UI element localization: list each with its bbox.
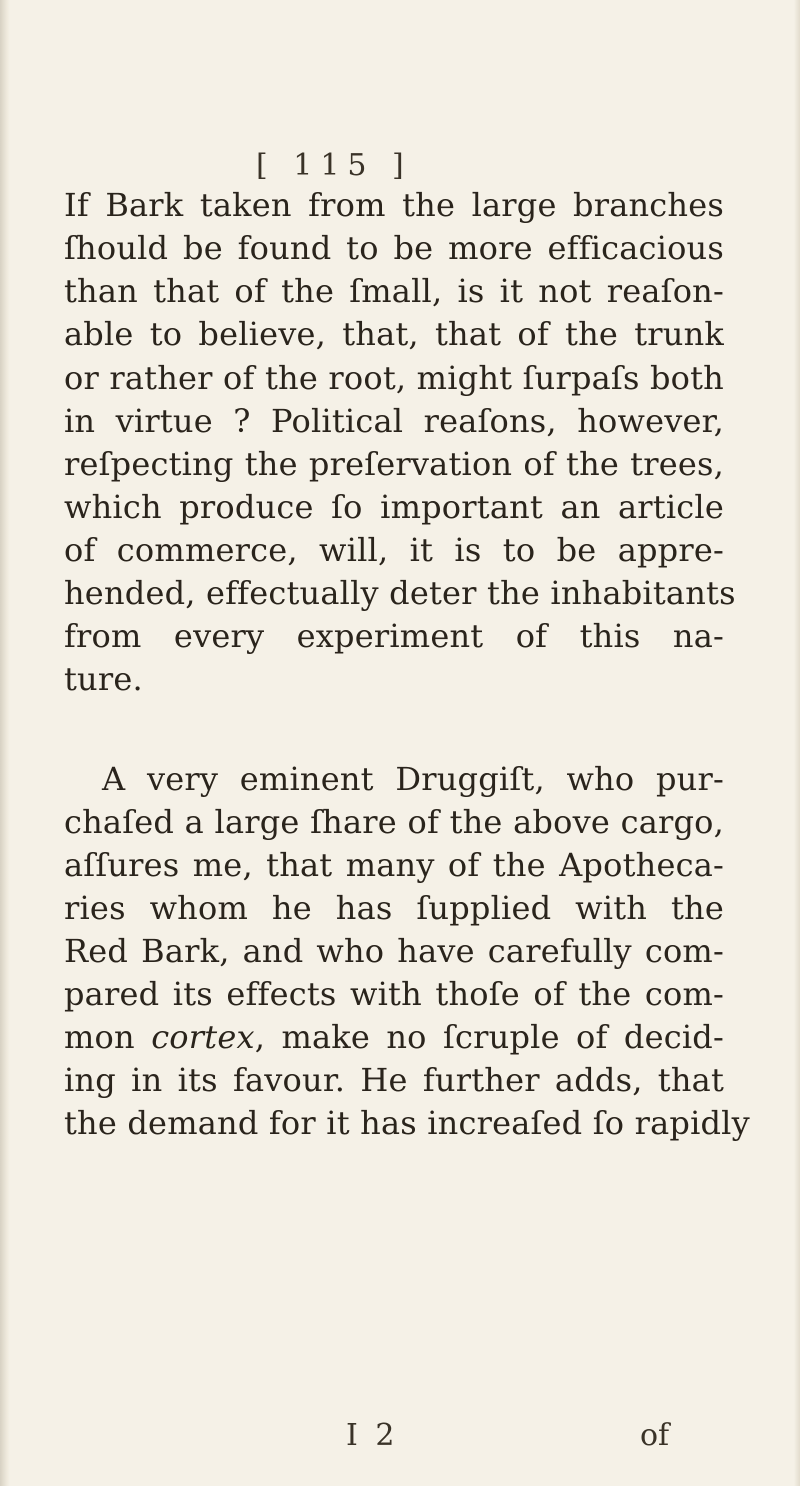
paragraph-1-line-11: from every experiment of this na-	[64, 617, 724, 655]
paragraph-2-line-9: the demand for it has increaſed ſo rapidly	[64, 1104, 750, 1142]
paragraph-2-line-6: pared its effects with thoſe of the com-	[64, 975, 724, 1013]
paragraph-1-line-8: which produce ſo important an article	[64, 488, 724, 526]
signature-mark: I 2	[346, 1418, 399, 1453]
paragraph-2-line-7	[64, 1016, 724, 1058]
paragraph-2-line-7-end: , make no ſcruple of decid-	[254, 1018, 724, 1056]
paragraph-1-line-5: or rather of the root, might ſurpaſs both	[64, 359, 724, 397]
paragraph-1-line-9: of commerce, will, it is to be appre-	[64, 531, 724, 569]
catchword: of	[640, 1418, 670, 1453]
paragraph-2-line-4: ries whom he has ſupplied with the	[64, 889, 724, 927]
page-edge-shadow	[794, 0, 800, 1486]
paragraph-1-line-1: If Bark taken from the large branches	[64, 186, 724, 224]
paragraph-2-line-7-italic-term: cortex	[151, 1018, 255, 1056]
paragraph-2-line-3: aſſures me, that many of the Apotheca-	[64, 846, 724, 884]
paragraph-2-line-5: Red Bark, and who have carefully com-	[64, 932, 724, 970]
paragraph-2-line-7-start: mon	[64, 1018, 152, 1056]
paragraph-1-line-12: ture.	[64, 660, 143, 698]
paragraph-2-line-1: A very eminent Druggiſt, who pur-	[102, 760, 724, 798]
paragraph-1-line-6: in virtue ? Political reaſons, however,	[64, 402, 724, 440]
paragraph-1-line-2: ſhould be found to be more efficacious	[64, 229, 724, 267]
paragraph-2-line-8: ing in its favour. He further adds, that	[64, 1061, 724, 1099]
paragraph-1-line-3: than that of the ſmall, is it not reaſon-	[64, 272, 724, 310]
paragraph-1-line-10: hended, effectually deter the inhabitants	[64, 574, 736, 612]
paragraph-1-line-7: reſpecting the preſervation of the trees,	[64, 445, 724, 483]
paragraph-2-line-2: chaſed a large ſhare of the above cargo,	[64, 803, 724, 841]
page-number: [ 115 ]	[256, 148, 412, 183]
page-gutter-shadow	[0, 0, 10, 1486]
paragraph-1-line-4: able to believe, that, that of the trunk	[64, 315, 724, 353]
